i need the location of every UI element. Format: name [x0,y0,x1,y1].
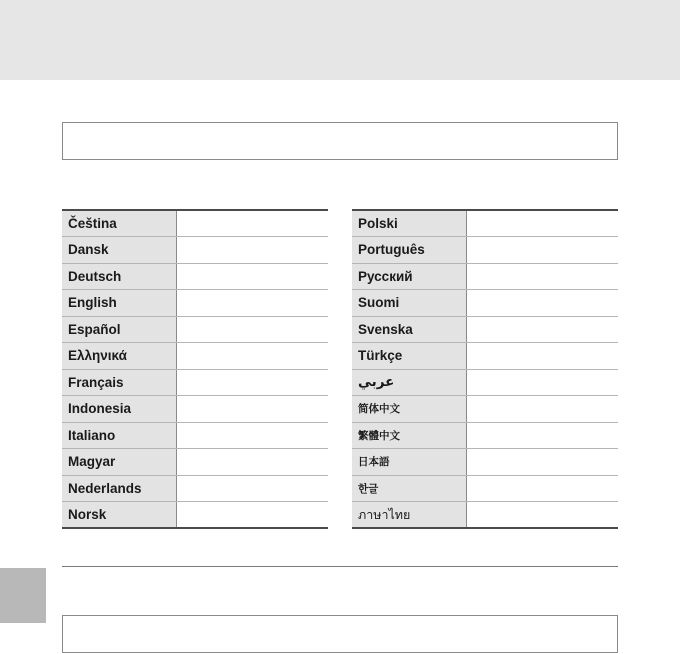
table-row [352,316,618,343]
language-value-cell [466,263,618,290]
table-row [62,237,328,264]
language-value-cell [176,449,328,476]
table-row [352,290,618,317]
language-name: Deutsch [62,263,176,290]
language-name: 日本語 [352,449,466,476]
language-name: Norsk [62,502,176,529]
language-name: Português [352,237,466,264]
table-row [352,449,618,476]
language-name: Français [62,369,176,396]
language-name: Dansk [62,237,176,264]
language-name: عربي [352,369,466,396]
language-name: Magyar [62,449,176,476]
language-name: Ελληνικά [62,343,176,370]
language-name: Italiano [62,422,176,449]
language-name: 繁體中文 [352,422,466,449]
language-value-cell [466,422,618,449]
language-name: 简体中文 [352,396,466,423]
table-row [62,396,328,423]
language-value-cell [176,502,328,529]
language-value-cell [466,369,618,396]
language-name: Русский [352,263,466,290]
bottom-info-box [62,615,618,653]
language-name: Polski [352,210,466,237]
language-name: Español [62,316,176,343]
table-row [62,210,328,237]
header-band [0,0,680,80]
language-name: Svenska [352,316,466,343]
table-row [352,237,618,264]
table-row [352,475,618,502]
language-value-cell [176,263,328,290]
top-info-box [62,122,618,160]
language-value-cell [466,237,618,264]
table-row [62,369,328,396]
table-row [352,343,618,370]
table-row [352,369,618,396]
table-row [62,475,328,502]
chapter-side-tab [0,568,46,623]
table-row [352,396,618,423]
language-value-cell [466,396,618,423]
language-name: Čeština [62,210,176,237]
language-value-cell [466,290,618,317]
language-value-cell [176,210,328,237]
table-row [352,210,618,237]
language-value-cell [176,237,328,264]
table-row [62,290,328,317]
language-name: ภาษาไทย [352,502,466,529]
language-name: 한글 [352,475,466,502]
language-name: Suomi [352,290,466,317]
language-value-cell [466,502,618,529]
language-value-cell [466,475,618,502]
table-row [352,422,618,449]
language-value-cell [176,343,328,370]
table-row [62,343,328,370]
language-value-cell [176,475,328,502]
language-name: English [62,290,176,317]
language-value-cell [176,422,328,449]
language-value-cell [466,316,618,343]
table-row [62,449,328,476]
language-name: Nederlands [62,475,176,502]
table-row [352,502,618,529]
language-value-cell [176,396,328,423]
language-name: Indonesia [62,396,176,423]
language-value-cell [466,449,618,476]
table-row [62,502,328,529]
section-divider [62,566,618,567]
language-value-cell [466,343,618,370]
table-row [352,263,618,290]
language-name: Türkçe [352,343,466,370]
language-value-cell [176,316,328,343]
language-value-cell [466,210,618,237]
language-value-cell [176,369,328,396]
language-table-left [62,209,328,529]
language-table-right [352,209,618,529]
language-value-cell [176,290,328,317]
table-row [62,316,328,343]
table-row [62,263,328,290]
table-row [62,422,328,449]
